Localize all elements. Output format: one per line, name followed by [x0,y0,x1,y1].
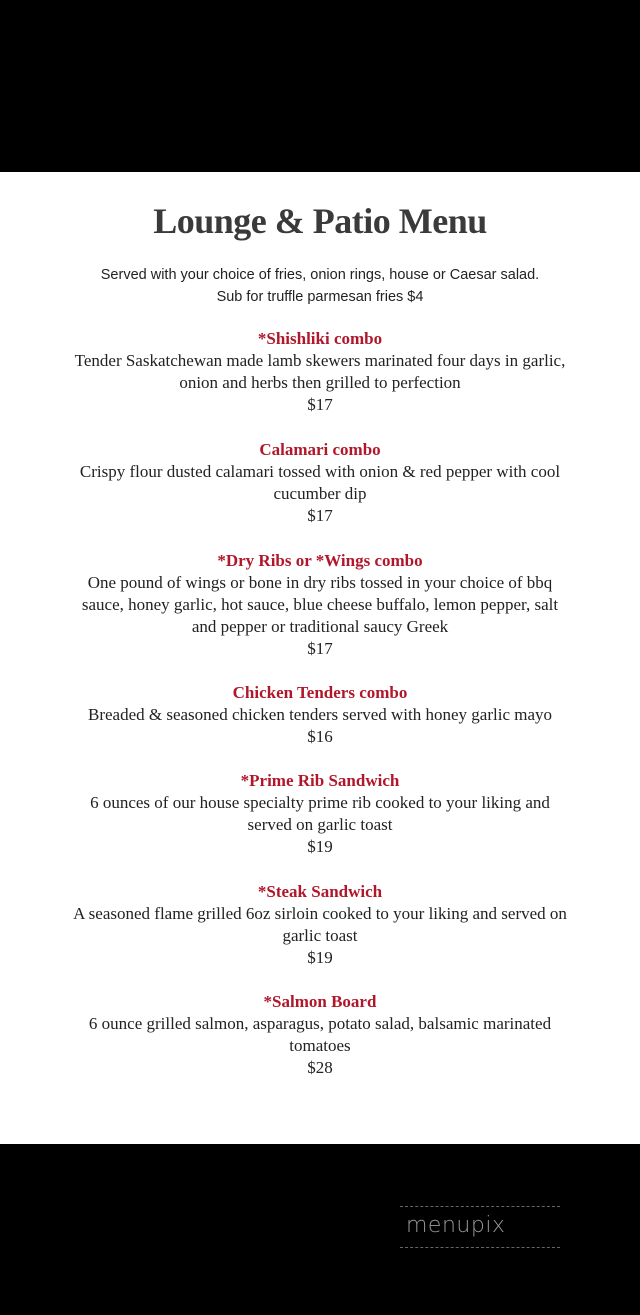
menu-item-calamari [30,439,610,527]
item-price: $17 [307,395,333,414]
item-description [30,1013,610,1057]
menu-item-shishliki [30,328,610,416]
description-line: and pepper or traditional saucy Greek [191,617,449,636]
item-description [30,704,610,726]
description-line: onion and herbs then grilled to perfection [179,373,461,392]
item-description [30,350,610,394]
menu-subtitle [40,264,600,308]
description-line: A seasoned flame grilled 6oz sirloin cooked to your liking and served on [73,904,567,923]
top-black-bar [0,0,640,172]
subtitle-line: Served with your choice of fries, onion rings, house or Caesar salad. [100,267,540,283]
item-price: $17 [307,639,333,658]
item-name: *Prime Rib Sandwich [240,771,400,790]
description-line: Crispy flour dusted calamari tossed with onion & red pepper with cool [79,462,561,481]
menu-page [0,172,640,1144]
item-price: $19 [307,948,333,967]
description-line: garlic toast [282,926,358,945]
description-line: 6 ounces of our house specialty prime rib cooked to your liking and [90,793,550,812]
menu-item-chicken-tenders [30,682,610,748]
menupix-watermark [400,1206,560,1248]
item-price: $16 [307,727,333,746]
item-name: *Shishliki combo [257,329,383,348]
item-description [30,572,610,638]
description-line: One pound of wings or bone in dry ribs tossed in your choice of bbq [87,573,553,592]
description-line: tomatoes [289,1036,351,1055]
description-line: Breaded & seasoned chicken tenders served with honey garlic mayo [87,705,553,724]
menu-title: Lounge & Patio Menu [153,201,487,241]
item-description [30,792,610,836]
item-price: $28 [307,1058,333,1077]
description-line: served on garlic toast [247,815,393,834]
description-line: cucumber dip [273,484,367,503]
menu-item-prime-rib-sandwich [30,770,610,858]
subtitle-line: Sub for truffle parmesan fries $4 [216,289,424,305]
watermark-text: menupix [406,1213,506,1238]
menu-item-dry-ribs-wings [30,550,610,660]
menu-item-salmon-board [30,991,610,1079]
item-name: *Steak Sandwich [257,882,383,901]
item-name: Calamari combo [259,440,381,459]
item-name: *Dry Ribs or *Wings combo [217,551,423,570]
menu-item-steak-sandwich [30,881,610,969]
item-description [30,903,610,947]
item-name: *Salmon Board [263,992,377,1011]
description-line: sauce, honey garlic, hot sauce, blue cheese buffalo, lemon pepper, salt [81,595,559,614]
description-line: Tender Saskatchewan made lamb skewers marinated four days in garlic, [74,351,566,370]
item-description [30,461,610,505]
description-line: 6 ounce grilled salmon, asparagus, potato salad, balsamic marinated [88,1014,552,1033]
item-price: $19 [307,837,333,856]
item-price: $17 [307,506,333,525]
item-name: Chicken Tenders combo [232,683,408,702]
